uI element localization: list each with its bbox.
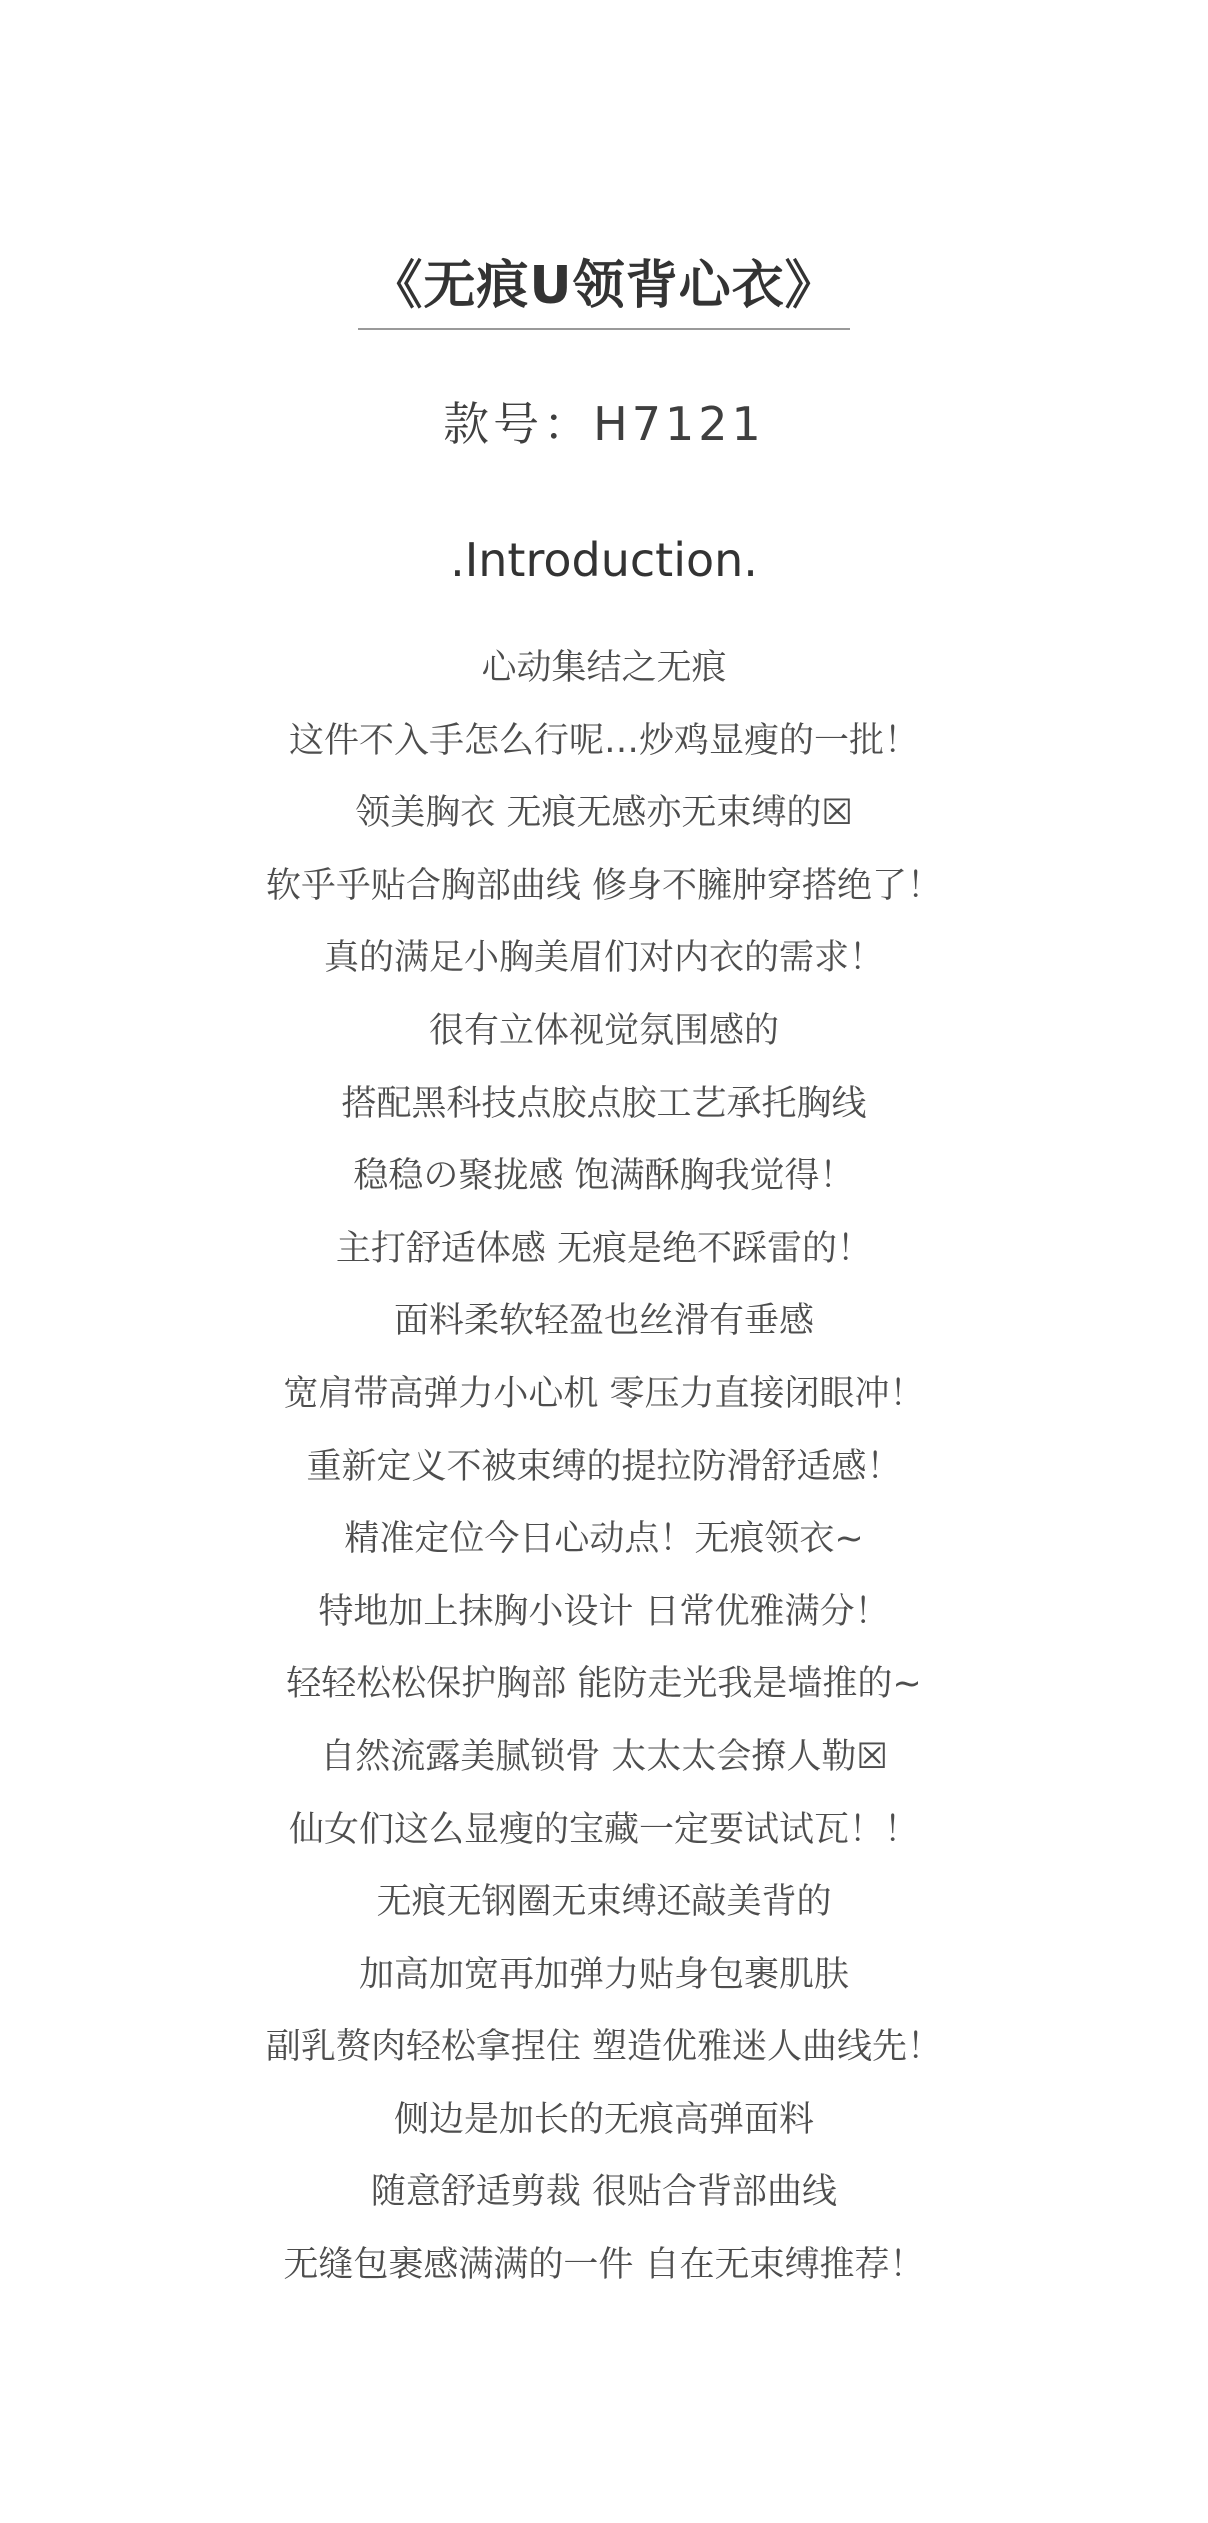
description-line: 精准定位今日心动点！无痕领衣~ xyxy=(344,1519,864,1560)
description-line: 随意舒适剪裁 很贴合背部曲线 xyxy=(370,2172,838,2213)
description-line: 主打舒适体感 无痕是绝不踩雷的！ xyxy=(335,1228,873,1269)
description-line: 无痕无钢圈无束缚还敲美背的 xyxy=(376,1882,832,1923)
description-line: 重新定义不被束缚的提拉防滑舒适感！ xyxy=(306,1446,902,1487)
description-line: 真的满足小胸美眉们对内衣的需求！ xyxy=(323,938,884,979)
title-wrapper xyxy=(0,250,1208,330)
description-line: 很有立体视觉氛围感的 xyxy=(428,1010,779,1051)
product-title: 《无痕U领背心衣》 xyxy=(358,250,849,330)
description-line: 加高加宽再加弹力贴身包裹肌肤 xyxy=(358,1954,849,1995)
description-line: 领美胸衣 无痕无感亦无束缚的☒ xyxy=(355,793,853,834)
description-line: 搭配黑科技点胶点胶工艺承托胸线 xyxy=(341,1083,867,1124)
description-line: 轻轻松松保护胸部 能防走光我是墙推的~ xyxy=(286,1664,922,1705)
description-list xyxy=(0,632,1208,2302)
description-line: 软乎乎贴合胸部曲线 修身不臃肿穿搭绝了！ xyxy=(265,865,943,906)
description-line: 无缝包裹感满满的一件 自在无束缚推荐！ xyxy=(283,2245,925,2286)
description-line: 自然流露美腻锁骨 太太太会撩人勒☒ xyxy=(320,1736,888,1777)
description-line: 仙女们这么显瘦的宝藏一定要试试瓦！！ xyxy=(288,1809,919,1850)
model-number: 款号：H7121 xyxy=(443,397,765,451)
description-line: 侧边是加长的无痕高弹面料 xyxy=(393,2099,814,2140)
section-heading: .Introduction. xyxy=(450,533,758,587)
description-line: 这件不入手怎么行呢…炒鸡显瘦的一批！ xyxy=(288,720,919,761)
description-line: 稳稳の聚拢感 饱满酥胸我觉得！ xyxy=(353,1156,855,1197)
description-line: 副乳赘肉轻松拿捏住 塑造优雅迷人曲线先！ xyxy=(265,2027,943,2068)
description-line: 面料柔软轻盈也丝滑有垂感 xyxy=(393,1301,814,1342)
description-line: 宽肩带高弹力小心机 零压力直接闭眼冲！ xyxy=(283,1373,925,1414)
description-line: 特地加上抹胸小设计 日常优雅满分！ xyxy=(318,1591,890,1632)
description-line: 心动集结之无痕 xyxy=(481,648,727,688)
